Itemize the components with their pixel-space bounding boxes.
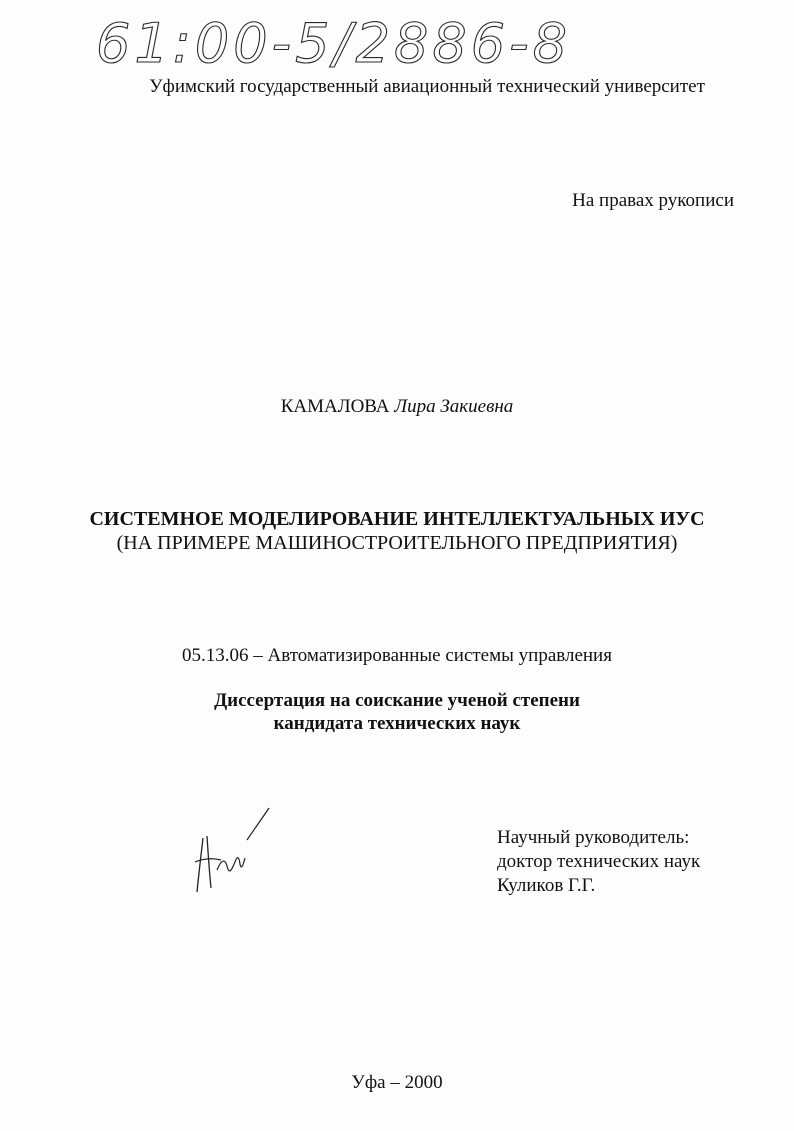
university-name: Уфимский государственный авиационный технический университет bbox=[149, 76, 705, 97]
supervisor-block bbox=[497, 826, 700, 898]
supervisor-label: Научный руководитель: bbox=[497, 827, 690, 848]
city-year: Уфа – 2000 bbox=[351, 1072, 443, 1093]
thesis-title: СИСТЕМНОЕ МОДЕЛИРОВАНИЕ ИНТЕЛЛЕКТУАЛЬНЫХ ИУС bbox=[89, 508, 705, 530]
manuscript-note: На правах рукописи bbox=[572, 190, 734, 211]
signature-drawing bbox=[185, 800, 285, 900]
archive-code-text: 61:00-5/2886-8 bbox=[96, 12, 571, 75]
signature-stroke-1 bbox=[197, 838, 203, 892]
author-surname: КАМАЛОВА bbox=[280, 396, 390, 417]
signature-stroke-4 bbox=[217, 861, 235, 871]
thesis-subtitle: (НА ПРИМЕРЕ МАШИНОСТРОИТЕЛЬНОГО ПРЕДПРИЯТИЯ) bbox=[116, 532, 678, 554]
signature-icon bbox=[185, 800, 285, 900]
archive-code-drawing bbox=[92, 6, 652, 76]
degree-line-2: кандидата технических наук bbox=[273, 713, 521, 734]
degree-line-1: Диссертация на соискание ученой степени bbox=[214, 690, 580, 711]
supervisor-degree: доктор технических наук bbox=[497, 851, 701, 872]
author-given-names: Лира Закиевна bbox=[394, 396, 514, 417]
specialty-code: 05.13.06 – Автоматизированные системы управления bbox=[182, 645, 612, 666]
signature-stroke-2 bbox=[207, 836, 211, 888]
signature-stroke-6 bbox=[247, 808, 269, 840]
author-name bbox=[0, 396, 794, 418]
signature-stroke-5 bbox=[235, 858, 245, 867]
handwritten-archive-code bbox=[92, 6, 652, 76]
supervisor-name: Куликов Г.Г. bbox=[497, 875, 596, 896]
